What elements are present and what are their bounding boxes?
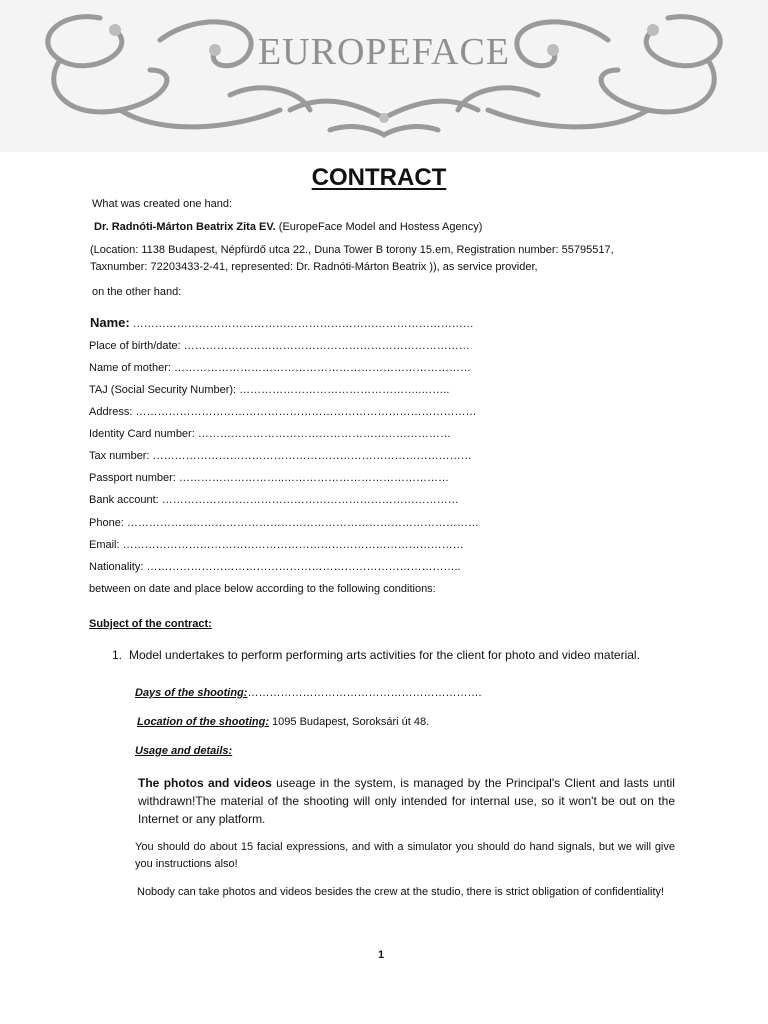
field-passport-blank: ………………………..……………………………………… [175,472,449,484]
provider-name: Dr. Radnóti-Márton Beatrix Zita EV. [94,221,276,233]
field-email-label: Email: [89,539,120,551]
letterhead [0,0,768,152]
field-mother-label: Name of mother: [89,362,171,374]
usage-bold: The photos and videos [138,776,272,790]
days-line [135,685,482,702]
field-tax [89,448,472,465]
days-label: Days of the shooting: [135,687,248,699]
field-passport-label: Passport number: [89,472,176,484]
field-phone [89,515,479,532]
usage-rest: useage in the system, is managed by the Principal's Client and lasts until withdrawn!The material of the shooting will only intended for internal use, so it won't be out on the Internet or any platform. [138,776,675,826]
ornament-decoration [0,0,768,152]
provider-agency: (EuropeFace Model and Hostess Agency) [275,221,483,233]
field-nationality-blank: ………………………………………………………………………….. [143,561,461,573]
provider-line [94,219,482,236]
confidentiality-paragraph: Nobody can take photos and videos besides the crew at the studio, there is strict obligation of confidentiality! [137,886,665,898]
item1-number: 1. [112,648,123,662]
company-logo: EUROPEFACE [257,31,511,73]
provider-details-2: Taxnumber: 72203433-2-41, represented: Dr. Radnóti-Márton Beatrix )), as service provider, [90,261,538,273]
subject-heading: Subject of the contract: [89,618,212,630]
field-tax-label: Tax number: [89,450,150,462]
item1-text: Model undertakes to perform performing arts activities for the client for photo and video material. [129,648,640,662]
field-birth-label: Place of birth/date: [89,340,181,352]
field-address-blank: ………………………………………………………………………………… [132,406,477,418]
field-bank-blank: ……………………………………………………………………… [158,494,459,506]
field-name [90,314,474,333]
field-bank [89,492,459,509]
usage-paragraph [138,774,675,828]
field-nationality-label: Nationality: [89,561,144,573]
field-taj [89,382,449,399]
field-idcard [89,426,451,443]
field-birth-blank: …………………………………………………………………… [180,340,470,352]
intro-line: What was created one hand: [92,198,233,210]
conditions-line: between on date and place below according to the following conditions: [89,583,436,595]
field-name-blank: ………………………………………………………………………………… [129,318,474,330]
days-blank: ………………………………………………………. [247,687,482,699]
field-tax-blank: …………………………………………………………………………… [149,450,472,462]
field-bank-label: Bank account: [89,494,159,506]
field-email [89,537,464,554]
field-taj-label: TAJ (Social Security Number): [89,384,237,396]
location-value: 1095 Budapest, Soroksári út 48. [268,716,430,728]
field-mother-blank: ……………………………………………………………………… [170,362,471,374]
provider-details-1: (Location: 1138 Budapest, Népfürdő utca 22., Duna Tower B torony 15.em, Registration number: 55795517, [90,244,614,256]
usage-heading: Usage and details: [135,745,233,757]
field-name-label: Name: [90,315,130,330]
field-idcard-label: Identity Card number: [89,428,195,440]
field-address-label: Address: [89,406,133,418]
field-nationality [89,559,461,576]
other-hand-line: on the other hand: [92,286,182,298]
field-phone-blank: …………………………………………………………………………………… [123,517,479,529]
location-line [137,714,429,731]
field-mother [89,360,471,377]
field-passport [89,470,449,487]
facial-paragraph: You should do about 15 facial expressions, and with a simulator you should do hand signals, but we will give you instructions also! [135,841,675,870]
field-email-blank: ………………………………………………………………………………… [119,539,464,551]
field-address [89,404,476,421]
location-label: Location of the shooting: [137,716,269,728]
field-phone-label: Phone: [89,517,124,529]
page-title: CONTRACT [311,164,447,191]
field-taj-blank: …………………………………………..…….. [236,384,450,396]
field-idcard-blank: …………………………………………………………… [194,428,451,440]
field-birth [89,338,470,355]
page-number: 1 [378,949,385,961]
